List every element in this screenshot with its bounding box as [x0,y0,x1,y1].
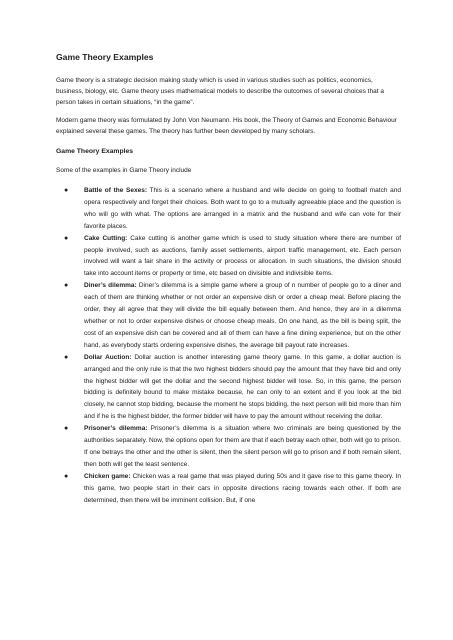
item-text: Diner’s dilemma is a simple game where a group of n number of people go to a diner and each of them are thinking whether or not order an expensive dish or order a cheap meal. Before placing the order, they all agree that they will divide the bill equally between them. And hence, they are in a dilemma whether or not to order expensive dishes or choose cheap meals. On one hand, as the bill is being split, the cost of an expensive dish can be covered and all of them can have a fine dining experience, but on the other hand, as everybody starts ordering expensive dishes, the average bill payout rate increases. [84,282,401,349]
list-item [56,280,401,351]
list-item [56,352,401,423]
item-text: Dollar auction is another interesting game theory game. In this game, a dollar auction is arranged and the only rule is that the two highest bidders should pay the amount that they have bid and only the highest bidder will get the dollar and the second highest bidder will lose. So, in this game, the person bidding is definitely bound to make mistake because, he can only to an extent and if you look at the bid closely, he cannot stop bidding, because the moment he stops bidding, the next person will bid more than him and if he is the highest bidder, the former bidder will have to pay the amount without receiving the dollar. [84,353,401,421]
item-text: Prisoner’s dilemma is a situation where two criminals are being questioned by the authorities separately. Now, the options open for them are that if each betray each other, both will go to prison. If one betrays the other and the other is silent, then the silent person will go to prison and if both remain silent, then both will get the least sentence. [84,425,401,468]
bullet-icon: ● [64,282,69,290]
item-term: Chicken game: [84,472,131,480]
item-term: Cake Cutting: [84,234,128,242]
paragraph: Modern game theory was formulated by John Von Neumann. His book, the Theory of Games and Economic Behaviour explained several these games. The theory has further been developed by many scholars. [56,117,397,135]
examples-list [56,185,401,506]
item-term: Prisoner’s dilemma: [84,425,148,433]
bullet-icon: ● [64,234,69,242]
bullet-icon: ● [64,187,69,194]
intro-text: Some of the examples in Game Theory include [56,167,192,174]
item-term: Battle of the Sexes: [84,187,147,194]
list-item [56,185,401,233]
bullet-icon: ● [64,472,69,480]
list-item [56,423,401,471]
list-item [56,233,401,281]
item-text: Cake cutting is another game which is used to study situation where there are number of people involved, such as auctions, family asset settlements, airport traffic management, etc. Each person involved will want a fair share in the activity or process or allocation. In such situations, the division should take into account items or property or time, etc based on divisible and indivisible items. [84,234,401,278]
item-text: This is a scenario where a husband and wife decide on going to football match and opera respectively and forget their choices. Both want to go to a mutually agreeable place and the question is who will go with what. The options are arranged in a matrix and the husband and wife can vote for their favorite places. [84,187,401,230]
item-term: Dollar Auction: [84,353,132,361]
bullet-icon: ● [64,425,69,433]
document-title: Game Theory Examples [56,52,154,62]
bullet-icon: ● [64,353,69,361]
paragraph: Game theory is a strategic decision making study which is used in various studies such as politics, economics, business, biology, etc. Game theory uses mathematical models to describe the outcomes of several choices that a person takes in certain situations, “in the game”. [56,77,384,106]
list-item [56,471,401,507]
item-text: Chicken was a real game that was played during 50s and it gave rise to this game theory. In this game, two people start in their cars in opposite directions racing towards each other. If both are determined, then there will be imminent collision. But, if one [84,472,401,504]
section-heading: Game Theory Examples [56,148,134,155]
item-term: Diner’s dilemma: [84,282,137,290]
